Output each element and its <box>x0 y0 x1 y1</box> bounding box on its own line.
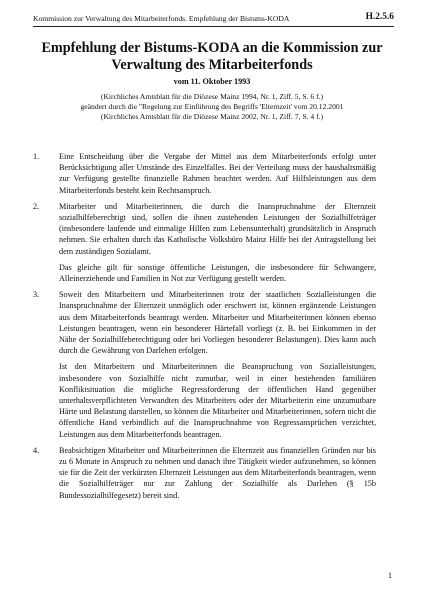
title-line-1: Empfehlung der Bistums-KODA an die Kommission zur <box>41 40 383 56</box>
page-number: 1 <box>388 571 392 580</box>
numbered-list <box>33 151 376 506</box>
list-item <box>33 151 376 196</box>
source-citation <box>40 92 384 123</box>
section-code: H.2.5.6 <box>365 12 394 22</box>
item-number: 3. <box>33 290 40 300</box>
item-number: 4. <box>33 445 40 455</box>
source-line-2: geändert durch die "Regelung zur Einführung des Begriffs 'Elternzeit' vom 20.12.2001 <box>80 102 344 112</box>
item-number: 2. <box>33 201 40 211</box>
document-date: vom 11. Oktober 1993 <box>173 77 251 86</box>
document-title <box>40 40 384 74</box>
source-line-1: (Kirchliches Amtsblatt für die Diözese Mainz 1994, Nr. 1, Ziff. 5, S. 6 f.) <box>100 92 324 101</box>
running-title: Kommission zur Verwaltung des Mitarbeiterfonds. Empfehlung der Bistums-KODA <box>33 14 290 23</box>
paragraph: Ist den Mitarbeitern und Mitarbeiterinnen die Beanspruchung von Sozialleistungen, insbesondere von Sozialhilfe nicht zumutbar, weil in einer bestehenden familiären Konfliktsituation die mögliche Regressforderung der öffentlichen Hand gegenüber unterhaltsverpflichteten Verwandten des Mitarbeiters oder der Mitarbeiterin eine unzumutbare Härte und Belastung darstellen, so können die Mitarbeiter und Mitarbeiterinnen, sofern nicht die öffentliche Hand verbindlich auf die Inanspruchnahme von Regressansprüchen verzichtet, Leistungen aus dem Mitarbeiterfonds beantragen. <box>59 362 376 439</box>
source-line-3: (Kirchliches Amtsblatt für die Diözese Mainz 2002, Nr. 1, Ziff. 7, S. 4 f.) <box>100 112 324 122</box>
paragraph: Soweit den Mitarbeitern und Mitarbeiterinnen trotz der staatlichen Sozialleistungen die Inanspruchnahme der Elternzeit unmöglich oder erschwert ist, können ergänzende Leistungen aus dem Mitarbeiterfonds beantragt werden. Mitarbeiter und Mitarbeiterinnen können ebenso Leistungen beantragen, wenn ein besonderer Härtefall vorliegt (z. B. bei Einkommen in der Nähe der Sozialhilfeberechtigung oder bei Vorliegen besonderer Belastungen). Dies kann auch durch die Gewährung von Darlehen erfolgen. <box>59 290 376 356</box>
list-item <box>33 201 376 284</box>
paragraph: Eine Entscheidung über die Vergabe der Mittel aus dem Mitarbeiterfonds erfolgt unter Berücksichtigung aller Umstände des Einzelfalles. Bei der Verteilung muss der haushaltsmäßig zur Verfügung gestellte finanzielle Rahmen beachtet werden. Auf Hilfsleistungen aus dem Mitarbeiterfonds besteht kein Rechtsanspruch. <box>59 152 376 195</box>
item-number: 1. <box>33 152 40 161</box>
paragraph: Beabsichtigen Mitarbeiter und Mitarbeiterinnen die Elternzeit aus finanziellen Gründen nur bis zu 6 Monate in Anspruch zu nehmen und danach ihre Tätigkeit wieder aufzunehmen, so können sie für die Zeit der verkürzten Elternzeit Leistungen aus dem Mitarbeiterfonds beantragen, wenn die Sozialhilfeträger nur zur Zahlung der Sozialhilfe als Darlehen (§ 15b Bundessozialhilfegesetz) bereit sind. <box>59 445 376 500</box>
list-item <box>33 445 376 501</box>
running-header <box>33 14 394 27</box>
title-line-2: Verwaltung des Mitarbeiterfonds <box>111 57 313 73</box>
paragraph: Mitarbeiter und Mitarbeiterinnen, die durch die Inanspruchnahme der Elternzeit sozialhilfeberechtigt sind, sollen die ihnen zustehenden Leistungen der Sozialhilfeträger (insbesondere laufende und einmalige Hilfen zum Lebensunterhalt) grundsätzlich in Anspruch nehmen. Sie erhalten durch das Katholische Volksbüro Mainz Hilfe bei der Antragstellung bei dem zuständigen Sozialamt. <box>59 201 376 256</box>
paragraph: Das gleiche gilt für sonstige öffentliche Leistungen, die insbesondere für Schwangere, Alleinerziehende und Familien in Not zur Verfügung gestellt werden. <box>59 262 376 284</box>
list-item <box>33 289 376 440</box>
